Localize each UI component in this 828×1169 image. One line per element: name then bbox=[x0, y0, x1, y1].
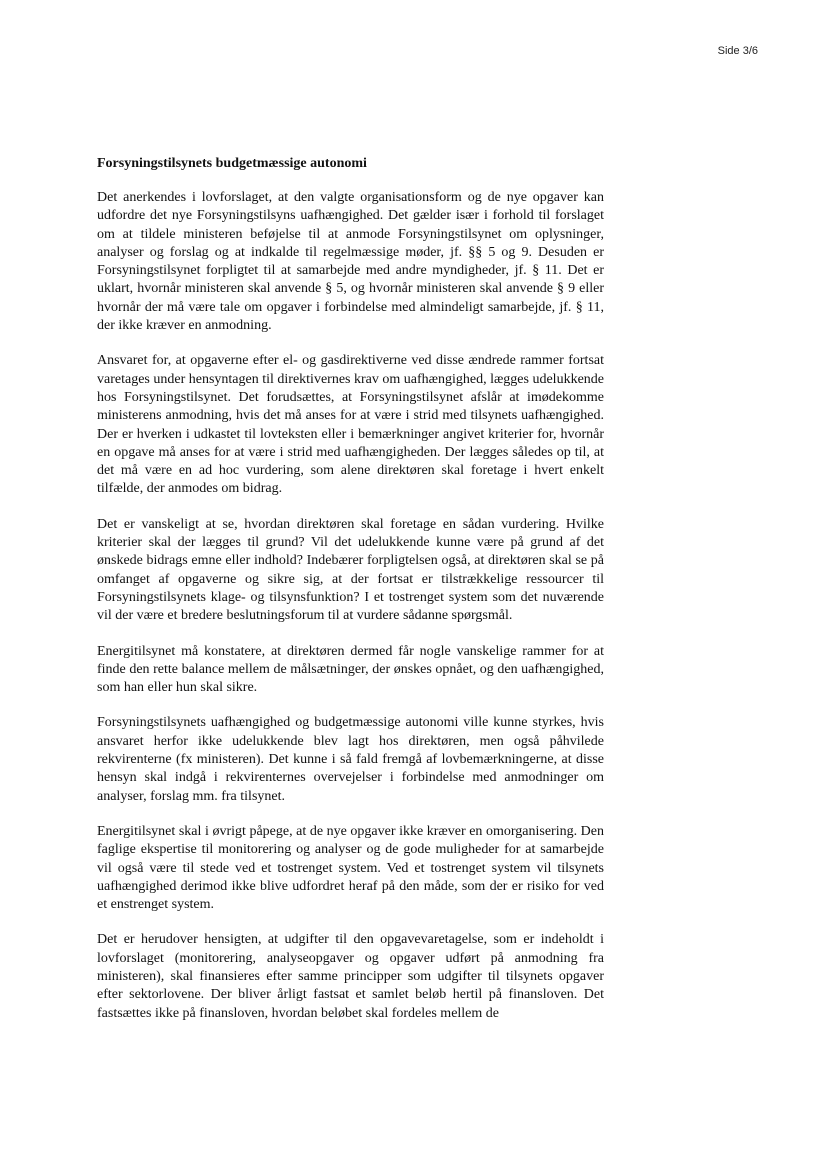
section-heading: Forsyningstilsynets budgetmæssige autonomi bbox=[97, 156, 367, 171]
paragraph-3: Det er vanskeligt at se, hvordan direktøren skal foretage en sådan vurdering. Hvilke kriterier skal der lægges til grund? Vil det udelukkende kunne være på grund af det ønskede bidrags emne eller indhold? Indebærer forpligtelsen også, at direktøren skal se på omfanget af opgaverne og sikre sig, at der fortsat er tilstrækkelige ressourcer til Forsyningstilsynets klage- og tilsynsfunktion? I et tostrenget system som det nuværende vil der være et bredere beslutningsforum til at vurdere sådanne spørgsmål. bbox=[97, 516, 604, 624]
page-number: Side 3/6 bbox=[717, 45, 758, 57]
paragraph-4: Energitilsynet må konstatere, at direktøren dermed får nogle vanskelige rammer for at finde den rette balance mellem de målsætninger, der ønskes opnået, og den uafhængighed, som han eller hun skal sikre. bbox=[97, 643, 604, 696]
document-body bbox=[97, 155, 604, 1040]
paragraph-6: Energitilsynet skal i øvrigt påpege, at de nye opgaver ikke kræver en omorganisering. Den faglige ekspertise til monitorering og analyser og de gode muligheder for at samarbejde vil også være til stede ved et tostrenget system. Ved et tostrenget system vil tilsynets uafhængighed derimod ikke blive udfordret heraf på den måde, som der er risiko for ved et enstrenget system. bbox=[97, 823, 604, 913]
paragraph-2: Ansvaret for, at opgaverne efter el- og gasdirektiverne ved disse ændrede rammer fortsat varetages under hensyntagen til direktivernes krav om uafhængighed, lægges udelukkende hos Forsyningstilsynet. Det forudsættes, at Forsyningstilsynet afslår at imødekomme ministerens anmodning, hvis det må anses for at være i strid med tilsynets uafhængighed. Der er hverken i udkastet til lovteksten eller i bemærkninger angivet kriterier for, hvornår en opgave må anses for at være i strid med uafhængigheden. Der lægges således op til, at det må være en ad hoc vurdering, som alene direktøren skal foretage i hvert enkelt tilfælde, der anmodes om bidrag. bbox=[97, 353, 604, 497]
paragraph-5: Forsyningstilsynets uafhængighed og budgetmæssige autonomi ville kunne styrkes, hvis ansvaret herfor ikke udelukkende blev lagt hos direktøren, men også påhvilede rekvirenterne (fx ministeren). Det kunne i så fald fremgå af lovbemærkningerne, at disse hensyn skal indgå i rekvirenternes overvejelser i forbindelse med anmodninger om analyser, forslag mm. fra tilsynet. bbox=[97, 715, 604, 804]
paragraph-1: Det anerkendes i lovforslaget, at den valgte organisationsform og de nye opgaver kan udfordre det nye Forsyningstilsyns uafhængighed. Det gælder især i forhold til forslaget om at tildele ministeren beføjelse til at anmode Forsyningstilsynet om oplysninger, analyser og forslag og at indkalde til regelmæssige møder, jf. §§ 5 og 9. Desuden er Forsyningstilsynet forpligtet til at samarbejde med andre myndigheder, jf. § 11. Det er uklart, hvornår ministeren skal anvende § 5, og hvornår ministeren skal anvende § 9 eller hvornår der må være tale om opgaver i forbindelse med almindeligt samarbejde, jf. § 11, der ikke kræver en anmodning. bbox=[97, 190, 604, 334]
paragraph-7: Det er herudover hensigten, at udgifter til den opgavevaretagelse, som er indeholdt i lovforslaget (monitorering, analyseopgaver og opgaver udført på anmodning fra ministeren), skal finansieres efter samme principper som udgifter til tilsynets opgaver efter sektorlovene. Der bliver årligt fastsat et samlet beløb hertil på finansloven. Det fastsættes ikke på finansloven, hvordan beløbet skal fordeles mellem de bbox=[97, 932, 604, 1021]
